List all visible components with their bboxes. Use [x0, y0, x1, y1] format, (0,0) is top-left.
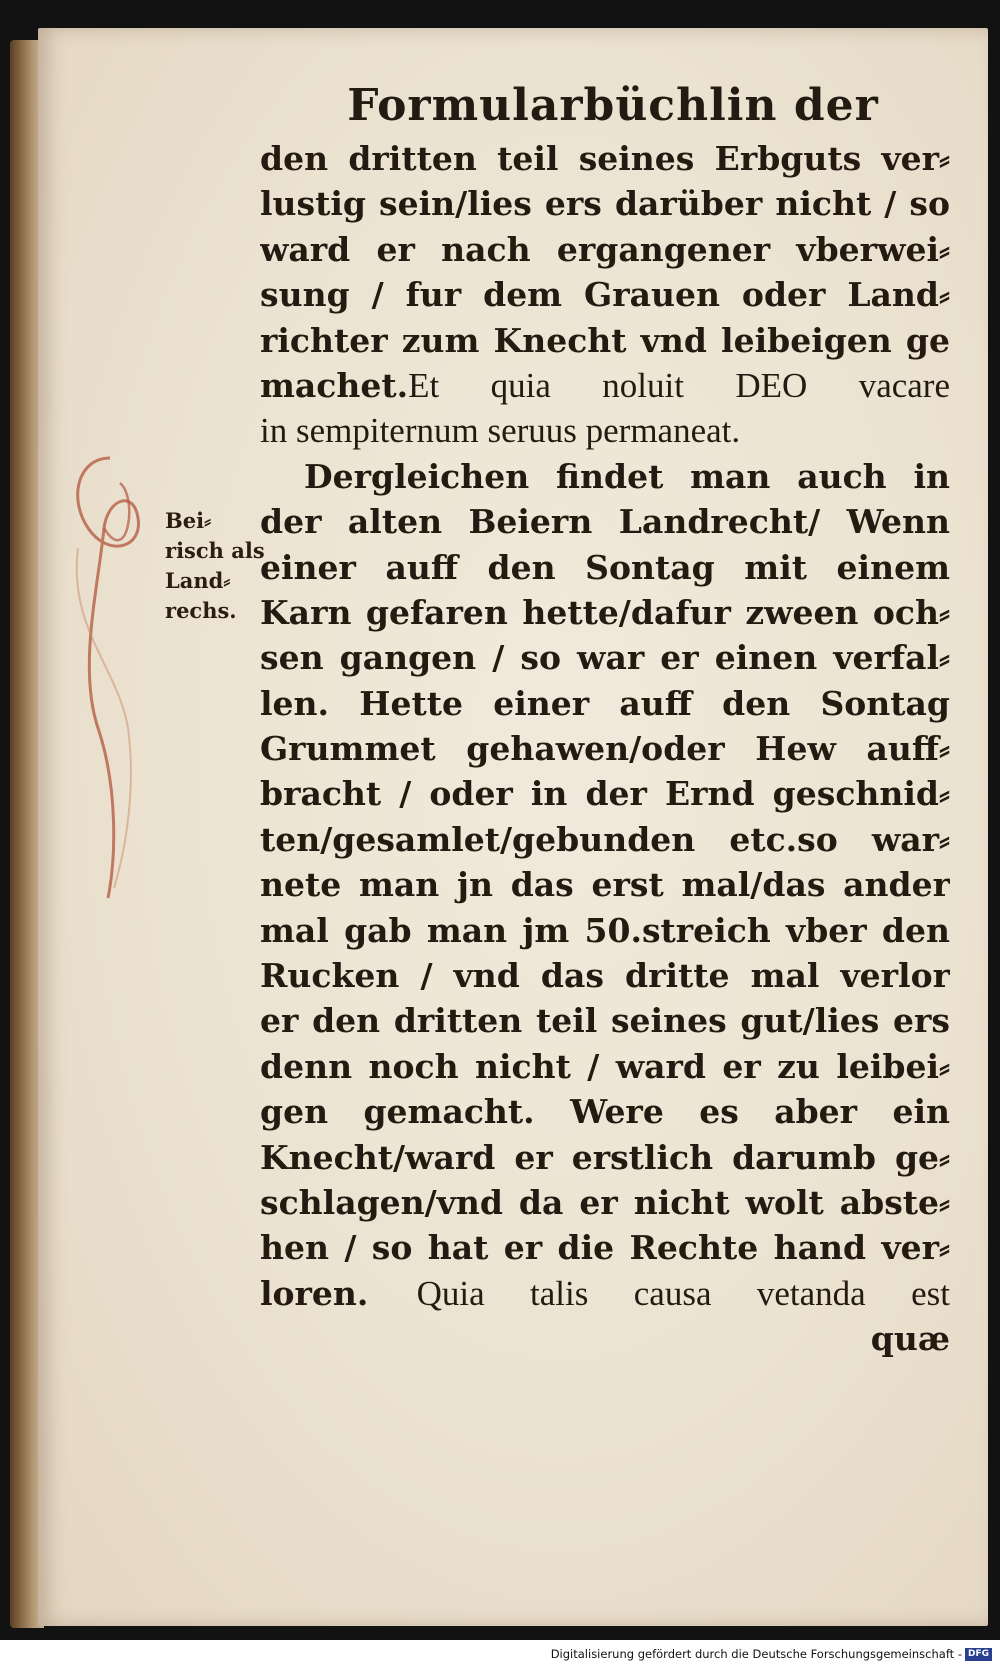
running-title: Formularbüchlin der [347, 80, 879, 131]
text-line: sen gangen / so war er einen verfal⸗ [260, 638, 950, 678]
text-line: machet.Et quia noluit DEO vacare [260, 365, 950, 405]
text-line: lustig sein/lies ers darüber nicht / so [260, 184, 950, 224]
latin-text: Et quia noluit DEO vacare [408, 365, 950, 405]
catchword: quæ [870, 1319, 950, 1359]
body-text [260, 136, 950, 1362]
text-line: len. Hette einer auff den Sontag [260, 683, 950, 723]
text-line: den dritten teil seines Erbguts ver⸗ [260, 139, 950, 178]
text-line: richter zum Knecht vnd leibeigen ge [260, 320, 950, 360]
text-line: Knecht/ward er erstlich darumb ge⸗ [260, 1137, 950, 1177]
text-line: hen / so hat er die Rechte hand ver⸗ [260, 1228, 950, 1268]
latin-text: in sempiternum seruus permaneat. [260, 411, 741, 451]
margin-note-line: risch als [165, 538, 265, 563]
text-line: gen gemacht. Were es aber ein [260, 1092, 950, 1132]
margin-note-line: Bei⸗ [165, 508, 212, 533]
text-line: der alten Beiern Landrecht/ Wenn [260, 502, 950, 542]
margin-note-line: Land⸗ [165, 568, 231, 593]
text-line: denn noch nicht / ward er zu leibei⸗ [260, 1046, 950, 1086]
text-line: Rucken / vnd das dritte mal verlor [260, 956, 950, 996]
margin-note [165, 506, 265, 626]
text-line: sung / fur dem Grauen oder Land⸗ [260, 275, 950, 315]
text-line [260, 408, 950, 453]
text-line: Karn gefaren hette/dafur zween och⸗ [260, 592, 950, 632]
text-line: er den dritten teil seines gut/lies ers [260, 1001, 950, 1041]
text-line: ten/gesamlet/gebunden etc.so war⸗ [260, 819, 950, 859]
text-line: loren. Quia talis causa vetanda est [260, 1273, 950, 1313]
dfg-logo: DFG [965, 1648, 992, 1661]
digitization-credit [0, 1640, 1000, 1669]
text-line: einer auff den Sontag mit einem [260, 547, 950, 587]
margin-note-line: rechs. [165, 598, 237, 623]
latin-text: Quia talis causa vetanda est [416, 1273, 950, 1313]
text-line: Dergleichen findet man auch in [304, 456, 950, 496]
text-line: mal gab man jm 50.streich vber den [260, 910, 950, 950]
credit-text: Digitalisierung gefördert durch die Deutsche Forschungsgemeinschaft - [550, 1647, 962, 1661]
text-line: schlagen/vnd da er nicht wolt abste⸗ [260, 1182, 950, 1222]
text-line: ward er nach ergangener vberwei⸗ [260, 229, 950, 269]
text-line: Grummet gehawen/oder Hew auff⸗ [260, 729, 950, 769]
text-line: nete man jn das erst mal/das ander [260, 865, 950, 905]
book-page [38, 28, 988, 1626]
text-line: bracht / oder in der Ernd geschnid⸗ [260, 774, 950, 814]
